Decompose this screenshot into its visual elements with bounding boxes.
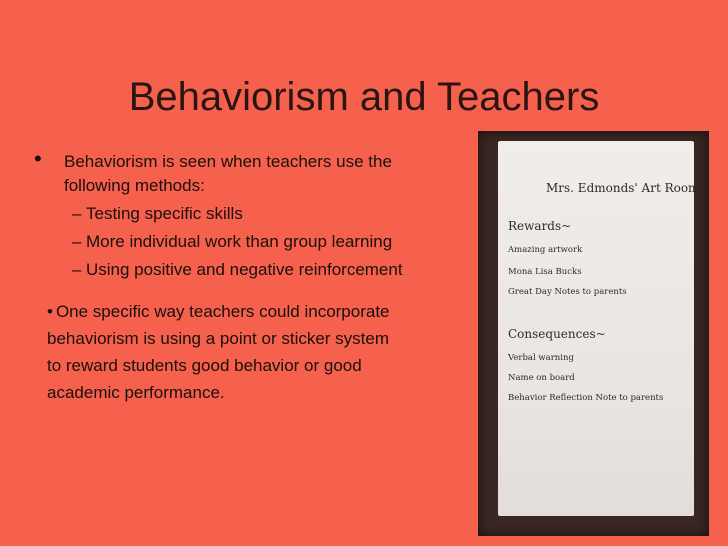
dash-icon: – [72, 204, 82, 223]
note-line: behaviorism is using a point or sticker system [47, 329, 390, 348]
bullet-list [34, 146, 484, 284]
note-line: to reward students good behavior or good [47, 356, 362, 375]
sub-bullet-item [34, 256, 484, 284]
bullet-icon: • [47, 302, 53, 321]
bullet-main-line1: Behaviorism is seen when teachers use the [64, 152, 392, 171]
bullet-main [34, 146, 484, 198]
sub-bullet-text: Using positive and negative reinforcement [86, 260, 403, 279]
note-line: academic performance. [47, 383, 225, 402]
sub-bullet-item [34, 228, 484, 256]
sub-bullet-list [34, 200, 484, 284]
sign-reward-item: Great Day Notes to parents [508, 287, 627, 297]
sign-consequence-item: Verbal warning [508, 353, 574, 363]
note-paragraph [47, 298, 467, 406]
sign-consequences-heading: Consequences~ [508, 327, 606, 341]
slide-title: Behaviorism and Teachers [128, 75, 600, 119]
sign-reward-item: Mona Lisa Bucks [508, 267, 582, 277]
classroom-sign-photo [478, 131, 709, 536]
note-line [47, 298, 467, 325]
bullet-main-line2: following methods: [64, 176, 205, 195]
dash-icon: – [72, 260, 82, 279]
bullet-icon: • [34, 146, 42, 171]
sub-bullet-item [34, 200, 484, 228]
dash-icon: – [72, 232, 82, 251]
sign-consequence-item: Behavior Reflection Note to parents [508, 393, 664, 403]
sign-rewards-heading: Rewards~ [508, 219, 572, 233]
sub-bullet-text: More individual work than group learning [86, 232, 393, 251]
sign-consequence-item: Name on board [508, 373, 575, 383]
note-line-text: One specific way teachers could incorporate [55, 302, 390, 321]
sign-reward-item: Amazing artwork [508, 245, 583, 255]
sign-room-title: Mrs. Edmonds' Art Room [546, 181, 700, 195]
sub-bullet-text: Testing specific skills [86, 204, 243, 223]
sign-paper [498, 141, 700, 516]
